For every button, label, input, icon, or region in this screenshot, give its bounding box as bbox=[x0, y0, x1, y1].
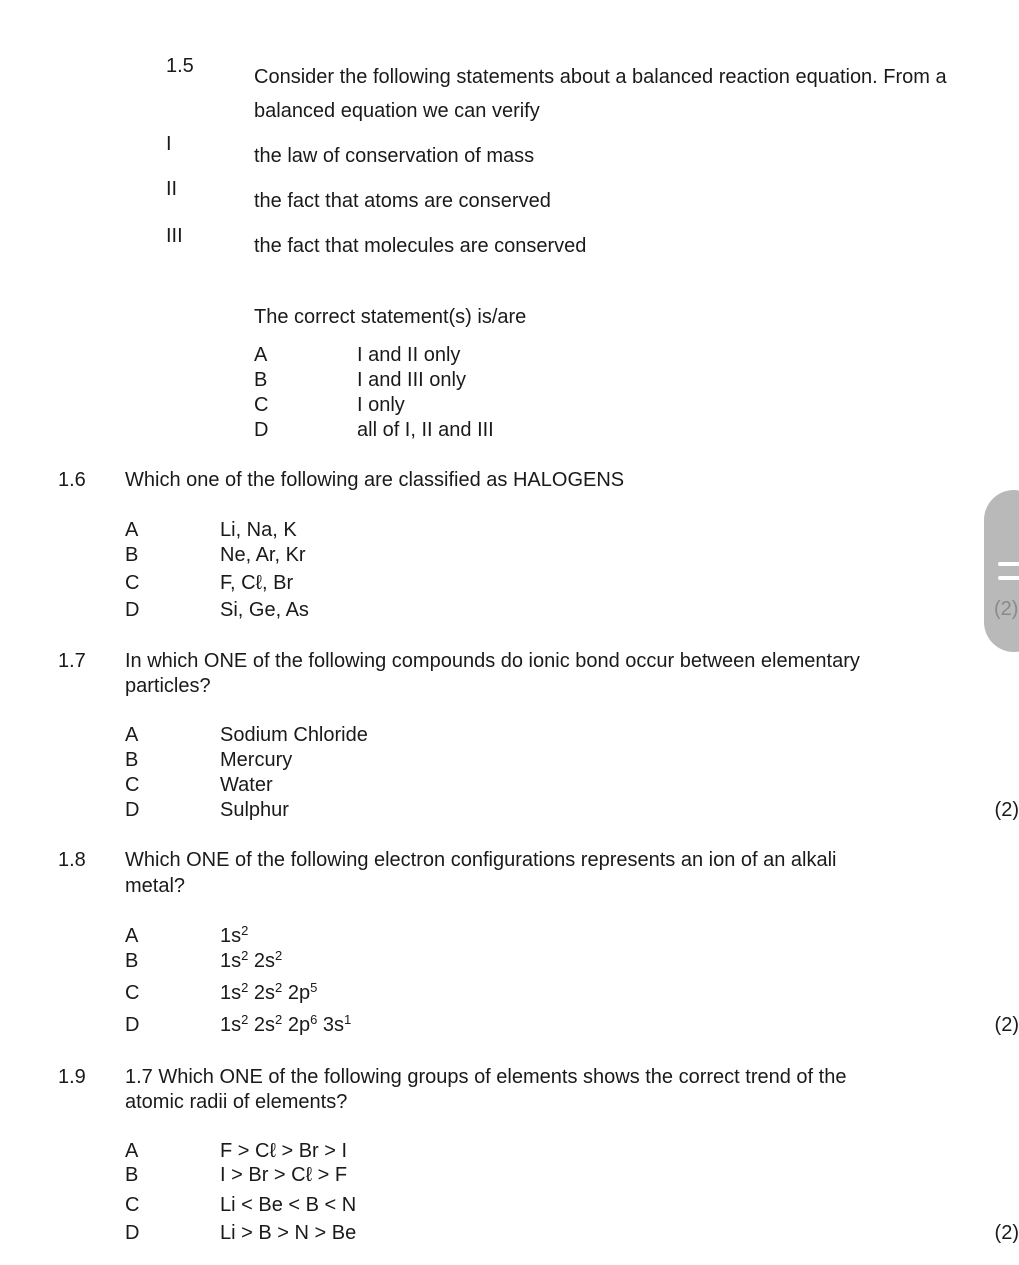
option-text: Li, Na, K bbox=[220, 519, 297, 541]
option-config: $1s^2$ $2s^2$ $2p^5$ bbox=[220, 980, 318, 1004]
option-letter: C bbox=[125, 572, 140, 594]
option-letter: B bbox=[125, 749, 139, 771]
handle-grip-icon bbox=[998, 576, 1019, 580]
option-letter: B bbox=[125, 544, 139, 566]
option-letter: A bbox=[125, 519, 139, 541]
option-text: I only bbox=[357, 394, 405, 416]
statement-numeral: II bbox=[166, 178, 178, 200]
question-stem: atomic radii of elements? bbox=[125, 1091, 348, 1113]
statement-numeral: III bbox=[166, 225, 183, 247]
question-stem: metal? bbox=[125, 875, 186, 897]
option-letter: A bbox=[125, 724, 139, 746]
question-stem: Which one of the following are classified as HALOGENS bbox=[125, 469, 625, 491]
handle-grip-icon bbox=[998, 562, 1019, 566]
question-stem: In which ONE of the following compounds do ionic bond occur between elementary bbox=[125, 650, 860, 672]
question-stem: Consider the following statements about a balanced reaction equation. From a bbox=[254, 66, 947, 88]
option-letter: D bbox=[125, 1014, 140, 1036]
option-letter: B bbox=[125, 950, 139, 972]
question-stem: balanced equation we can verify bbox=[254, 100, 540, 122]
question-number: 1.6 bbox=[58, 469, 86, 491]
option-text: F > Cℓ > Br > I bbox=[220, 1140, 348, 1162]
option-config: $1s^2$ bbox=[220, 923, 249, 947]
option-letter: A bbox=[254, 344, 268, 366]
option-letter: B bbox=[254, 369, 268, 391]
option-letter: A bbox=[125, 1140, 139, 1162]
side-panel-handle[interactable] bbox=[984, 490, 1019, 652]
option-text: Li < Be < B < N bbox=[220, 1194, 357, 1216]
option-text: Sulphur bbox=[220, 799, 289, 821]
option-letter: C bbox=[125, 774, 140, 796]
statement-text: the fact that molecules are conserved bbox=[254, 235, 587, 257]
question-marks: (2) bbox=[994, 1014, 1019, 1036]
option-text: I > Br > Cℓ > F bbox=[220, 1164, 348, 1186]
question-number: 1.7 bbox=[58, 650, 86, 672]
option-text: Water bbox=[220, 774, 273, 796]
question-marks: (2) bbox=[994, 799, 1019, 821]
option-text: Si, Ge, As bbox=[220, 599, 309, 621]
option-letter: C bbox=[254, 394, 269, 416]
statement-numeral: I bbox=[166, 133, 172, 155]
option-letter: B bbox=[125, 1164, 139, 1186]
statement-text: the fact that atoms are conserved bbox=[254, 190, 551, 212]
option-config: $1s^2$ $2s^2$ $2p^6$ $3s^1$ bbox=[220, 1012, 352, 1036]
option-letter: A bbox=[125, 925, 139, 947]
option-letter: D bbox=[125, 1222, 140, 1244]
option-letter: C bbox=[125, 982, 140, 1004]
option-text: Sodium Chloride bbox=[220, 724, 368, 746]
question-stem: 1.7 Which ONE of the following groups of elements shows the correct trend of the bbox=[125, 1066, 847, 1088]
option-text: F, Cℓ, Br bbox=[220, 572, 294, 594]
option-letter: D bbox=[254, 419, 269, 441]
question-marks: (2) bbox=[994, 598, 1019, 620]
option-letter: C bbox=[125, 1194, 140, 1216]
option-letter: D bbox=[125, 799, 140, 821]
question-prompt: The correct statement(s) is/are bbox=[254, 306, 527, 328]
statement-text: the law of conservation of mass bbox=[254, 145, 535, 167]
question-number: 1.8 bbox=[58, 849, 86, 871]
option-text: I and II only bbox=[357, 344, 461, 366]
question-number: 1.9 bbox=[58, 1066, 86, 1088]
question-stem: particles? bbox=[125, 675, 211, 697]
option-config: $1s^2$ $2s^2$ bbox=[220, 948, 283, 972]
question-marks: (2) bbox=[994, 1222, 1019, 1244]
option-text: Li > B > N > Be bbox=[220, 1222, 357, 1244]
option-text: Ne, Ar, Kr bbox=[220, 544, 306, 566]
question-stem: Which ONE of the following electron configurations represents an ion of an alkali bbox=[125, 849, 837, 871]
question-number: 1.5 bbox=[166, 55, 194, 77]
option-text: all of I, II and III bbox=[357, 419, 494, 441]
option-text: I and III only bbox=[357, 369, 466, 391]
option-letter: D bbox=[125, 599, 140, 621]
option-text: Mercury bbox=[220, 749, 293, 771]
